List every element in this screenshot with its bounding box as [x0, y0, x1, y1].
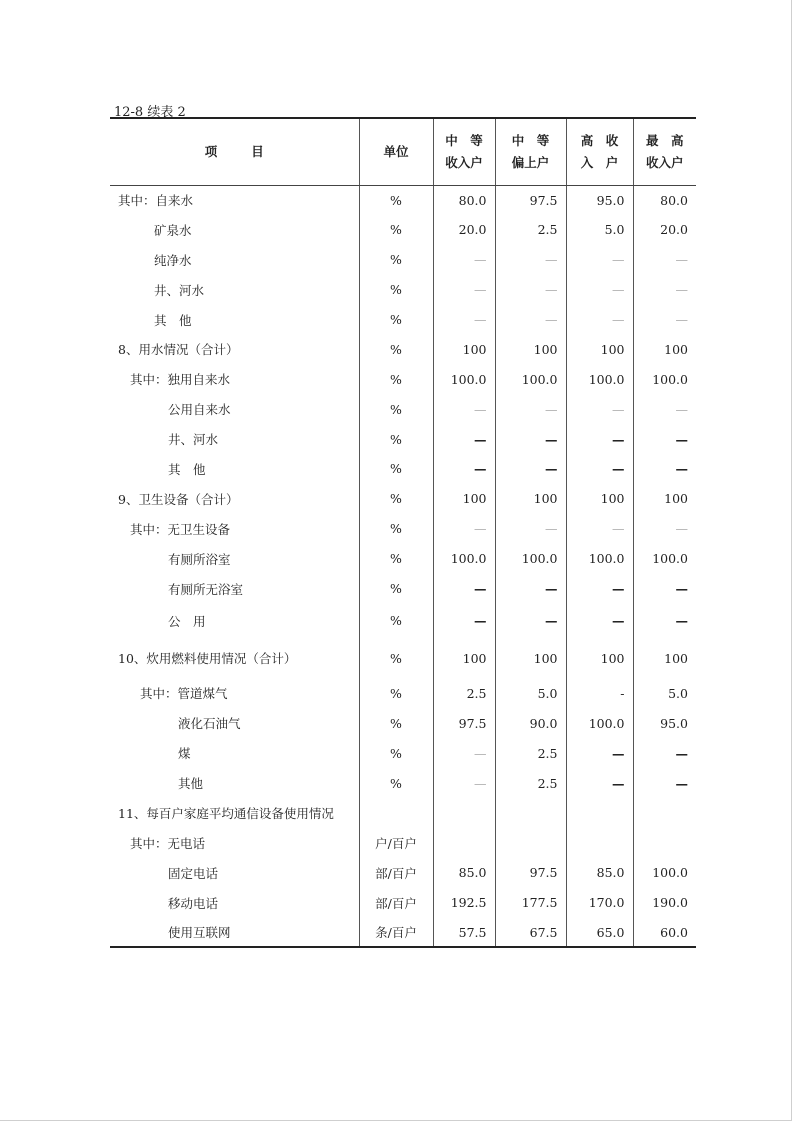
row-label: 10、炊用燃料使用情况（合计）: [118, 651, 297, 667]
cell-value: 100.0: [495, 364, 566, 394]
table-row: [110, 828, 696, 858]
cell-value: [566, 798, 633, 828]
table-row: [110, 574, 696, 604]
row-label: 液化石油气: [178, 716, 241, 732]
cell-value: 90.0: [495, 708, 566, 738]
cell-value: -: [566, 678, 633, 708]
row-unit: %: [359, 708, 433, 738]
row-unit: %: [359, 574, 433, 604]
table-row: [110, 514, 696, 544]
row-label: 井、河水: [168, 432, 219, 448]
table-row: [110, 215, 696, 245]
data-table: [110, 117, 696, 948]
row-unit: %: [359, 394, 433, 424]
table-row: [110, 798, 696, 828]
cell-value: —: [433, 768, 495, 798]
cell-value: 97.5: [495, 185, 566, 215]
row-label: 其中：无电话: [130, 835, 206, 851]
cell-value: 192.5: [433, 888, 495, 918]
cell-value: 67.5: [495, 918, 566, 948]
row-label: 其中：自来水: [118, 193, 194, 209]
row-unit: %: [359, 454, 433, 484]
cell-value: —: [566, 454, 633, 484]
cell-value: 100.0: [633, 858, 696, 888]
cell-value: —: [633, 275, 696, 305]
row-unit: %: [359, 364, 433, 394]
row-label: 有厕所浴室: [168, 551, 231, 567]
cell-value: 100: [495, 638, 566, 678]
header-col-3-line1: 高 收: [580, 132, 619, 148]
cell-value: —: [566, 603, 633, 638]
cell-value: —: [495, 245, 566, 275]
header-item-2: 目: [251, 143, 264, 159]
cell-value: —: [495, 514, 566, 544]
cell-value: [566, 828, 633, 858]
header-col-4-line2: 收入户: [645, 154, 684, 170]
cell-value: 2.5: [433, 678, 495, 708]
cell-value: —: [566, 768, 633, 798]
row-unit: %: [359, 484, 433, 514]
cell-value: —: [633, 454, 696, 484]
header-col-4-line1: 最 高: [645, 132, 684, 148]
row-label: 其 他: [168, 461, 206, 477]
row-unit: %: [359, 514, 433, 544]
table-row: [110, 424, 696, 454]
cell-value: —: [433, 603, 495, 638]
cell-value: [495, 828, 566, 858]
table-row: [110, 768, 696, 798]
row-label: 公 用: [168, 613, 206, 629]
row-label: 其中：管道煤气: [140, 686, 228, 702]
row-unit: %: [359, 424, 433, 454]
table-row: [110, 678, 696, 708]
cell-value: 100.0: [633, 364, 696, 394]
cell-value: —: [495, 454, 566, 484]
row-unit: [359, 798, 433, 828]
table-row: [110, 364, 696, 394]
row-unit: %: [359, 334, 433, 364]
row-unit: %: [359, 678, 433, 708]
table-row: [110, 245, 696, 275]
cell-value: —: [495, 424, 566, 454]
header-item-1: 项: [204, 143, 218, 159]
row-unit: %: [359, 638, 433, 678]
row-label: 煤: [178, 746, 191, 762]
cell-value: —: [433, 275, 495, 305]
cell-value: —: [633, 245, 696, 275]
cell-value: —: [433, 574, 495, 604]
table-row: [110, 738, 696, 768]
row-unit: %: [359, 603, 433, 638]
row-label: 移动电话: [168, 895, 219, 911]
cell-value: —: [633, 738, 696, 768]
cell-value: [633, 828, 696, 858]
header-unit: 单位: [359, 118, 433, 185]
cell-value: —: [495, 603, 566, 638]
row-label: 其他: [178, 776, 204, 792]
row-unit: 条/百户: [359, 918, 433, 948]
cell-value: —: [633, 305, 696, 335]
cell-value: 5.0: [566, 215, 633, 245]
cell-value: —: [495, 275, 566, 305]
cell-value: 95.0: [633, 708, 696, 738]
header-col-3: [566, 118, 633, 185]
header-row: [110, 118, 696, 185]
cell-value: 100.0: [633, 544, 696, 574]
cell-value: 100: [433, 484, 495, 514]
table-row: [110, 305, 696, 335]
cell-value: —: [566, 394, 633, 424]
row-unit: 部/百户: [359, 888, 433, 918]
table-row: [110, 888, 696, 918]
row-label: 9、卫生设备（合计）: [118, 491, 239, 507]
cell-value: —: [566, 245, 633, 275]
row-label: 固定电话: [168, 865, 219, 881]
cell-value: —: [633, 603, 696, 638]
row-unit: %: [359, 544, 433, 574]
table-caption: 12-8 续表 2: [114, 105, 186, 120]
cell-value: —: [566, 275, 633, 305]
cell-value: 20.0: [633, 215, 696, 245]
header-col-2-line1: 中 等: [511, 132, 550, 148]
cell-value: 100: [495, 484, 566, 514]
cell-value: 97.5: [495, 858, 566, 888]
table-row: [110, 454, 696, 484]
header-col-4: [633, 118, 696, 185]
cell-value: —: [433, 394, 495, 424]
cell-value: 20.0: [433, 215, 495, 245]
table-row: [110, 638, 696, 678]
cell-value: 100: [633, 334, 696, 364]
cell-value: 177.5: [495, 888, 566, 918]
cell-value: 85.0: [566, 858, 633, 888]
table-row: [110, 544, 696, 574]
row-unit: %: [359, 215, 433, 245]
cell-value: 100.0: [433, 544, 495, 574]
cell-value: —: [433, 738, 495, 768]
cell-value: 5.0: [633, 678, 696, 708]
cell-value: [633, 798, 696, 828]
cell-value: 80.0: [633, 185, 696, 215]
cell-value: 100: [566, 484, 633, 514]
cell-value: 65.0: [566, 918, 633, 948]
table-row: [110, 918, 696, 948]
cell-value: —: [433, 424, 495, 454]
cell-value: —: [566, 305, 633, 335]
cell-value: —: [633, 394, 696, 424]
header-col-2-line2: 偏上户: [511, 154, 550, 170]
row-unit: %: [359, 738, 433, 768]
row-label: 11、每百户家庭平均通信设备使用情况: [118, 805, 334, 821]
cell-value: 100: [633, 484, 696, 514]
row-unit: %: [359, 768, 433, 798]
cell-value: 100: [433, 638, 495, 678]
table-row: [110, 858, 696, 888]
cell-value: 100: [566, 638, 633, 678]
table-row: [110, 484, 696, 514]
row-unit: %: [359, 275, 433, 305]
cell-value: 100: [566, 334, 633, 364]
cell-value: —: [566, 738, 633, 768]
row-unit: %: [359, 245, 433, 275]
table-row: [110, 334, 696, 364]
cell-value: 100: [633, 638, 696, 678]
cell-value: —: [566, 514, 633, 544]
row-unit: %: [359, 185, 433, 215]
row-label: 其 他: [154, 312, 192, 328]
cell-value: 100.0: [566, 544, 633, 574]
cell-value: 5.0: [495, 678, 566, 708]
cell-value: —: [566, 574, 633, 604]
cell-value: [433, 828, 495, 858]
cell-value: —: [495, 574, 566, 604]
cell-value: 190.0: [633, 888, 696, 918]
cell-value: 80.0: [433, 185, 495, 215]
cell-value: 100.0: [433, 364, 495, 394]
cell-value: —: [633, 574, 696, 604]
cell-value: 2.5: [495, 215, 566, 245]
cell-value: 100.0: [566, 708, 633, 738]
cell-value: —: [433, 454, 495, 484]
cell-value: —: [633, 424, 696, 454]
header-item: [110, 118, 359, 185]
cell-value: 100: [495, 334, 566, 364]
row-label: 矿泉水: [154, 222, 192, 238]
table-row: [110, 603, 696, 638]
table-row: [110, 185, 696, 215]
cell-value: [495, 798, 566, 828]
cell-value: —: [633, 768, 696, 798]
cell-value: 100.0: [566, 364, 633, 394]
cell-value: 85.0: [433, 858, 495, 888]
row-unit: 部/百户: [359, 858, 433, 888]
header-col-1-line2: 收入户: [445, 154, 483, 170]
cell-value: 57.5: [433, 918, 495, 948]
row-unit: 户/百户: [359, 828, 433, 858]
cell-value: 60.0: [633, 918, 696, 948]
cell-value: 170.0: [566, 888, 633, 918]
cell-value: —: [495, 394, 566, 424]
cell-value: 2.5: [495, 768, 566, 798]
cell-value: —: [433, 245, 495, 275]
header-col-3-line2: 入 户: [580, 154, 619, 170]
table-body: [110, 185, 696, 947]
cell-value: 100.0: [495, 544, 566, 574]
cell-value: [433, 798, 495, 828]
cell-value: 95.0: [566, 185, 633, 215]
row-label: 其中：无卫生设备: [130, 521, 231, 537]
row-label: 使用互联网: [110, 918, 359, 948]
cell-value: 100: [433, 334, 495, 364]
cell-value: —: [433, 305, 495, 335]
cell-value: —: [433, 514, 495, 544]
cell-value: —: [495, 305, 566, 335]
row-unit: %: [359, 305, 433, 335]
table-row: [110, 275, 696, 305]
cell-value: —: [566, 424, 633, 454]
row-label: 公用自来水: [168, 402, 231, 418]
cell-value: —: [633, 514, 696, 544]
row-label: 井、河水: [154, 282, 205, 298]
header-col-1-line1: 中 等: [445, 132, 483, 148]
cell-value: 2.5: [495, 738, 566, 768]
row-label: 其中：独用自来水: [130, 372, 231, 388]
row-label: 8、用水情况（合计）: [118, 342, 239, 358]
header-col-1: [433, 118, 495, 185]
row-label: 有厕所无浴室: [168, 581, 244, 597]
row-label: 纯净水: [154, 252, 192, 268]
table-row: [110, 394, 696, 424]
cell-value: 97.5: [433, 708, 495, 738]
header-col-2: [495, 118, 566, 185]
table-row: [110, 708, 696, 738]
